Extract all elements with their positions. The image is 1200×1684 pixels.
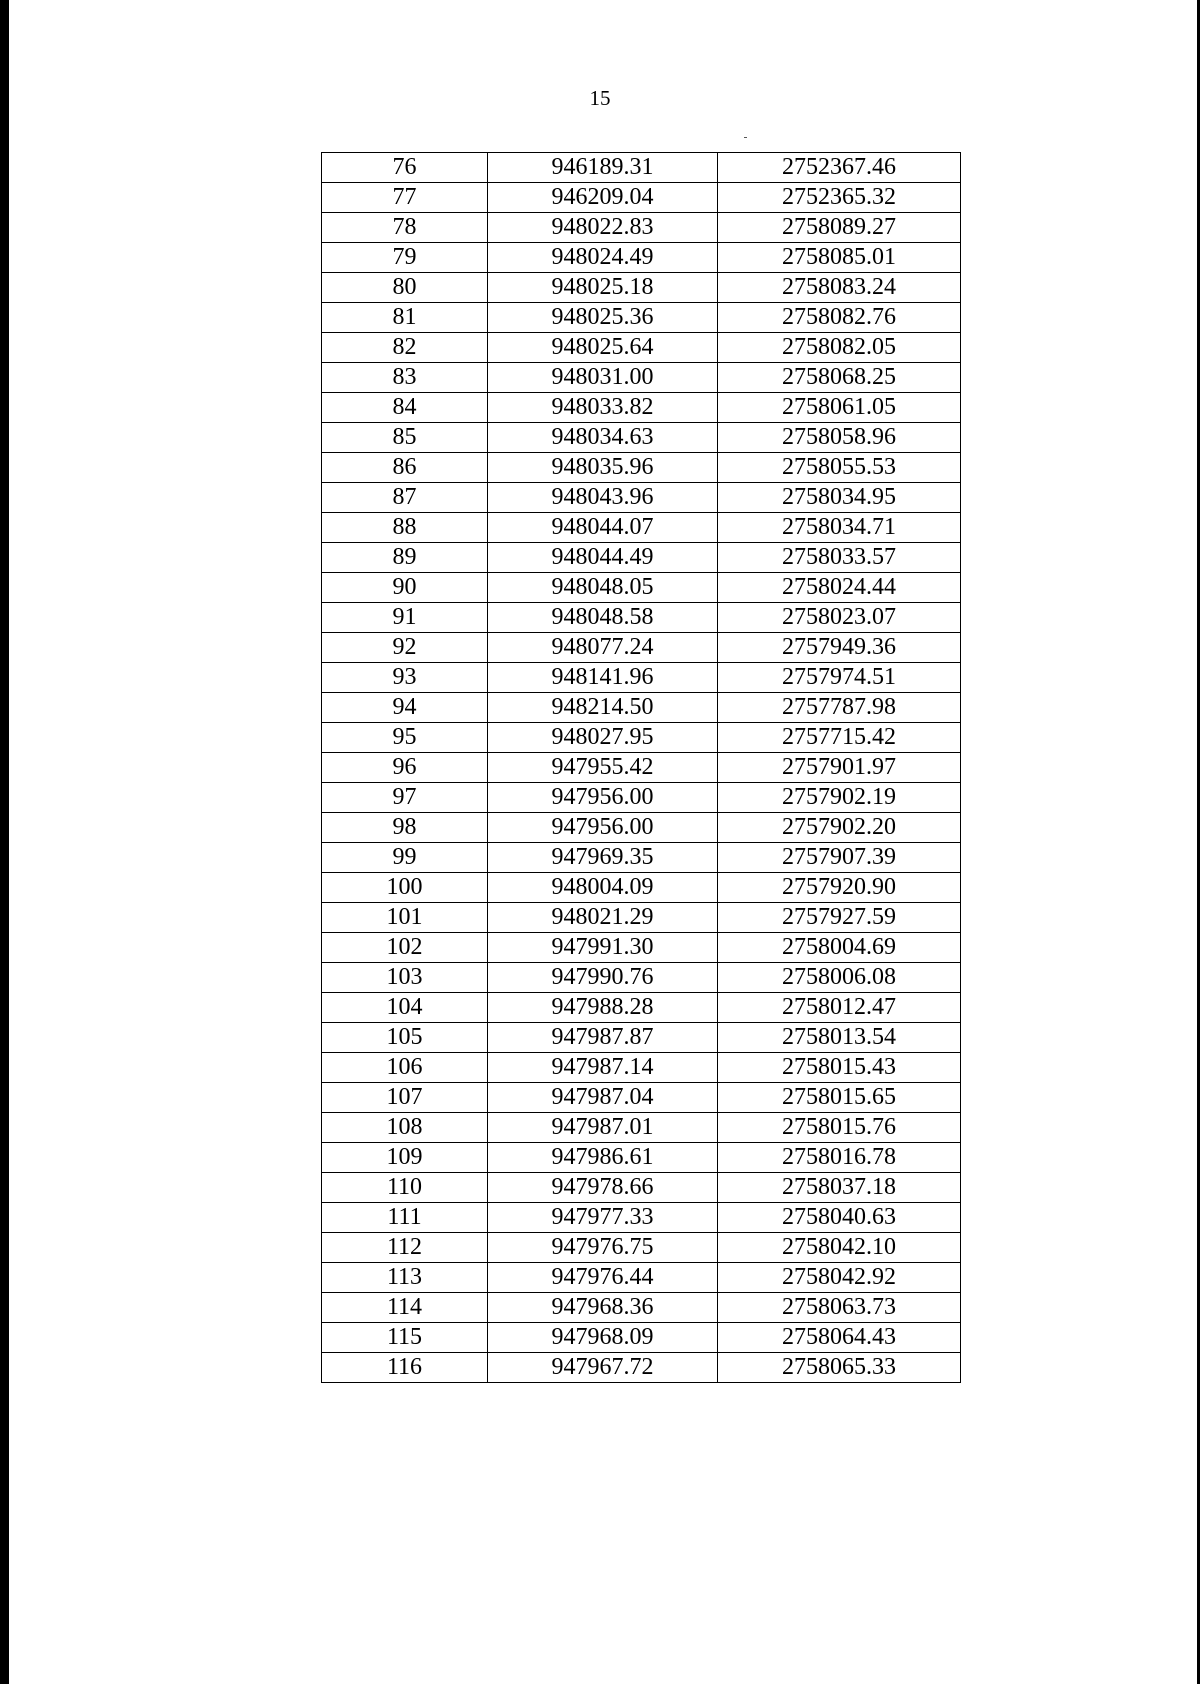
point-number-cell: 105 <box>322 1023 488 1053</box>
x-coordinate-cell: 948025.64 <box>488 333 718 363</box>
point-number-cell: 88 <box>322 513 488 543</box>
table-row <box>322 693 961 723</box>
x-coordinate-cell: 947956.00 <box>488 783 718 813</box>
y-coordinate-cell: 2758064.43 <box>718 1323 961 1353</box>
table-row <box>322 1323 961 1353</box>
x-coordinate-cell: 947987.14 <box>488 1053 718 1083</box>
table-row <box>322 273 961 303</box>
y-coordinate-cell: 2758004.69 <box>718 933 961 963</box>
table-row <box>322 663 961 693</box>
point-number-cell: 103 <box>322 963 488 993</box>
point-number-cell: 114 <box>322 1293 488 1323</box>
y-coordinate-cell: 2757902.19 <box>718 783 961 813</box>
point-number-cell: 93 <box>322 663 488 693</box>
point-number-cell: 79 <box>322 243 488 273</box>
y-coordinate-cell: 2758015.65 <box>718 1083 961 1113</box>
point-number-cell: 108 <box>322 1113 488 1143</box>
x-coordinate-cell: 947977.33 <box>488 1203 718 1233</box>
y-coordinate-cell: 2757974.51 <box>718 663 961 693</box>
table-row <box>322 1293 961 1323</box>
y-coordinate-cell: 2758012.47 <box>718 993 961 1023</box>
x-coordinate-cell: 948048.05 <box>488 573 718 603</box>
x-coordinate-cell: 948141.96 <box>488 663 718 693</box>
x-coordinate-cell: 948033.82 <box>488 393 718 423</box>
table-row <box>322 153 961 183</box>
x-coordinate-cell: 948043.96 <box>488 483 718 513</box>
y-coordinate-cell: 2758065.33 <box>718 1353 961 1383</box>
table-row <box>322 1083 961 1113</box>
y-coordinate-cell: 2757949.36 <box>718 633 961 663</box>
point-number-cell: 83 <box>322 363 488 393</box>
table-row <box>322 573 961 603</box>
coordinate-table-body <box>322 153 961 1383</box>
x-coordinate-cell: 948077.24 <box>488 633 718 663</box>
x-coordinate-cell: 948044.07 <box>488 513 718 543</box>
x-coordinate-cell: 948021.29 <box>488 903 718 933</box>
table-row <box>322 723 961 753</box>
table-row <box>322 243 961 273</box>
x-coordinate-cell: 948025.18 <box>488 273 718 303</box>
point-number-cell: 77 <box>322 183 488 213</box>
y-coordinate-cell: 2758034.95 <box>718 483 961 513</box>
x-coordinate-cell: 947969.35 <box>488 843 718 873</box>
point-number-cell: 110 <box>322 1173 488 1203</box>
point-number-cell: 113 <box>322 1263 488 1293</box>
table-row <box>322 453 961 483</box>
y-coordinate-cell: 2757715.42 <box>718 723 961 753</box>
table-row <box>322 903 961 933</box>
point-number-cell: 109 <box>322 1143 488 1173</box>
x-coordinate-cell: 947956.00 <box>488 813 718 843</box>
table-row <box>322 933 961 963</box>
y-coordinate-cell: 2758034.71 <box>718 513 961 543</box>
y-coordinate-cell: 2757902.20 <box>718 813 961 843</box>
y-coordinate-cell: 2758063.73 <box>718 1293 961 1323</box>
x-coordinate-cell: 948214.50 <box>488 693 718 723</box>
x-coordinate-cell: 947976.75 <box>488 1233 718 1263</box>
table-row <box>322 333 961 363</box>
y-coordinate-cell: 2752365.32 <box>718 183 961 213</box>
table-row <box>322 1023 961 1053</box>
table-row <box>322 603 961 633</box>
table-row <box>322 1353 961 1383</box>
x-coordinate-cell: 947968.36 <box>488 1293 718 1323</box>
x-coordinate-cell: 947988.28 <box>488 993 718 1023</box>
y-coordinate-cell: 2758015.43 <box>718 1053 961 1083</box>
y-coordinate-cell: 2757920.90 <box>718 873 961 903</box>
y-coordinate-cell: 2758055.53 <box>718 453 961 483</box>
table-row <box>322 1143 961 1173</box>
x-coordinate-cell: 948034.63 <box>488 423 718 453</box>
x-coordinate-cell: 947968.09 <box>488 1323 718 1353</box>
x-coordinate-cell: 948022.83 <box>488 213 718 243</box>
table-row <box>322 363 961 393</box>
y-coordinate-cell: 2758058.96 <box>718 423 961 453</box>
point-number-cell: 85 <box>322 423 488 453</box>
table-row <box>322 183 961 213</box>
point-number-cell: 111 <box>322 1203 488 1233</box>
point-number-cell: 84 <box>322 393 488 423</box>
point-number-cell: 99 <box>322 843 488 873</box>
y-coordinate-cell: 2758085.01 <box>718 243 961 273</box>
y-coordinate-cell: 2758083.24 <box>718 273 961 303</box>
y-coordinate-cell: 2758006.08 <box>718 963 961 993</box>
y-coordinate-cell: 2758015.76 <box>718 1113 961 1143</box>
point-number-cell: 87 <box>322 483 488 513</box>
x-coordinate-cell: 948004.09 <box>488 873 718 903</box>
x-coordinate-cell: 947991.30 <box>488 933 718 963</box>
y-coordinate-cell: 2758042.92 <box>718 1263 961 1293</box>
point-number-cell: 90 <box>322 573 488 603</box>
point-number-cell: 95 <box>322 723 488 753</box>
table-row <box>322 1233 961 1263</box>
y-coordinate-cell: 2758042.10 <box>718 1233 961 1263</box>
point-number-cell: 106 <box>322 1053 488 1083</box>
y-coordinate-cell: 2758033.57 <box>718 543 961 573</box>
table-row <box>322 1113 961 1143</box>
table-row <box>322 1203 961 1233</box>
point-number-cell: 104 <box>322 993 488 1023</box>
y-coordinate-cell: 2758082.05 <box>718 333 961 363</box>
point-number-cell: 116 <box>322 1353 488 1383</box>
table-row <box>322 483 961 513</box>
x-coordinate-cell: 947978.66 <box>488 1173 718 1203</box>
point-number-cell: 98 <box>322 813 488 843</box>
point-number-cell: 115 <box>322 1323 488 1353</box>
table-row <box>322 993 961 1023</box>
scan-border-left <box>0 0 9 1684</box>
y-coordinate-cell: 2758013.54 <box>718 1023 961 1053</box>
y-coordinate-cell: 2752367.46 <box>718 153 961 183</box>
y-coordinate-cell: 2758089.27 <box>718 213 961 243</box>
y-coordinate-cell: 2757927.59 <box>718 903 961 933</box>
table-row <box>322 873 961 903</box>
x-coordinate-cell: 948024.49 <box>488 243 718 273</box>
table-row <box>322 513 961 543</box>
table-row <box>322 213 961 243</box>
point-number-cell: 102 <box>322 933 488 963</box>
y-coordinate-cell: 2758023.07 <box>718 603 961 633</box>
point-number-cell: 112 <box>322 1233 488 1263</box>
point-number-cell: 86 <box>322 453 488 483</box>
y-coordinate-cell: 2757901.97 <box>718 753 961 783</box>
x-coordinate-cell: 947986.61 <box>488 1143 718 1173</box>
x-coordinate-cell: 947976.44 <box>488 1263 718 1293</box>
x-coordinate-cell: 948025.36 <box>488 303 718 333</box>
point-number-cell: 80 <box>322 273 488 303</box>
x-coordinate-cell: 946189.31 <box>488 153 718 183</box>
x-coordinate-cell: 947967.72 <box>488 1353 718 1383</box>
table-row <box>322 543 961 573</box>
table-row <box>322 813 961 843</box>
x-coordinate-cell: 947955.42 <box>488 753 718 783</box>
point-number-cell: 92 <box>322 633 488 663</box>
x-coordinate-cell: 948048.58 <box>488 603 718 633</box>
x-coordinate-cell: 946209.04 <box>488 183 718 213</box>
point-number-cell: 100 <box>322 873 488 903</box>
point-number-cell: 89 <box>322 543 488 573</box>
x-coordinate-cell: 948044.49 <box>488 543 718 573</box>
y-coordinate-cell: 2757907.39 <box>718 843 961 873</box>
y-coordinate-cell: 2758024.44 <box>718 573 961 603</box>
table-row <box>322 1053 961 1083</box>
table-row <box>322 393 961 423</box>
x-coordinate-cell: 948031.00 <box>488 363 718 393</box>
coordinate-table <box>321 152 961 1383</box>
x-coordinate-cell: 947987.87 <box>488 1023 718 1053</box>
table-row <box>322 843 961 873</box>
page-number: 15 <box>589 86 611 110</box>
x-coordinate-cell: 947987.04 <box>488 1083 718 1113</box>
table-row <box>322 753 961 783</box>
point-number-cell: 97 <box>322 783 488 813</box>
y-coordinate-cell: 2758040.63 <box>718 1203 961 1233</box>
point-number-cell: 101 <box>322 903 488 933</box>
y-coordinate-cell: 2758061.05 <box>718 393 961 423</box>
x-coordinate-cell: 948027.95 <box>488 723 718 753</box>
table-row <box>322 783 961 813</box>
point-number-cell: 107 <box>322 1083 488 1113</box>
point-number-cell: 78 <box>322 213 488 243</box>
x-coordinate-cell: 947987.01 <box>488 1113 718 1143</box>
y-coordinate-cell: 2758068.25 <box>718 363 961 393</box>
point-number-cell: 81 <box>322 303 488 333</box>
table-row <box>322 1173 961 1203</box>
point-number-cell: 91 <box>322 603 488 633</box>
point-number-cell: 82 <box>322 333 488 363</box>
table-row <box>322 1263 961 1293</box>
table-row <box>322 423 961 453</box>
point-number-cell: 96 <box>322 753 488 783</box>
table-row <box>322 963 961 993</box>
y-coordinate-cell: 2757787.98 <box>718 693 961 723</box>
point-number-cell: 76 <box>322 153 488 183</box>
scan-speck <box>744 137 747 138</box>
table-row <box>322 633 961 663</box>
y-coordinate-cell: 2758082.76 <box>718 303 961 333</box>
y-coordinate-cell: 2758037.18 <box>718 1173 961 1203</box>
x-coordinate-cell: 948035.96 <box>488 453 718 483</box>
table-row <box>322 303 961 333</box>
y-coordinate-cell: 2758016.78 <box>718 1143 961 1173</box>
x-coordinate-cell: 947990.76 <box>488 963 718 993</box>
point-number-cell: 94 <box>322 693 488 723</box>
